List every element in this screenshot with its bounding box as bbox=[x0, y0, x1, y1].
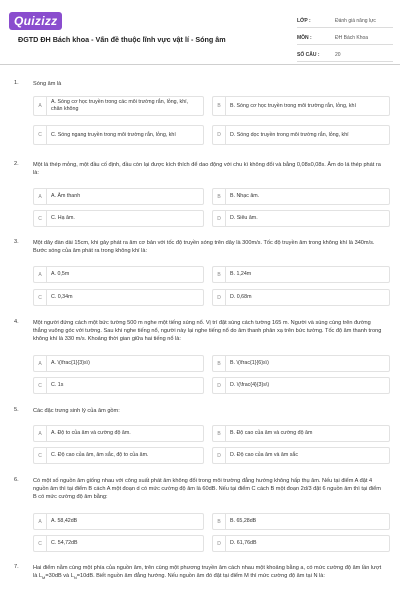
question-text: Các đặc trưng sinh lý của âm gồm: bbox=[33, 408, 120, 414]
question-text-part: =10dB. Biết nguồn âm đẳng hướng. Nếu nguồn âm đó đặt tại điểm M thì mức cường độ âm tại N là: bbox=[76, 573, 325, 579]
option-b[interactable] bbox=[212, 425, 390, 442]
option-d[interactable] bbox=[212, 535, 390, 552]
option-text: C. 0,34m bbox=[51, 294, 73, 300]
option-text: D. \(\frac{4}{3}s\) bbox=[230, 382, 270, 388]
meta-value: Đánh giá năng lực bbox=[335, 17, 376, 24]
option-a[interactable] bbox=[33, 188, 204, 205]
option-b[interactable] bbox=[212, 188, 390, 205]
question-number: 7. bbox=[14, 564, 19, 570]
meta-label: LỚP : bbox=[297, 17, 311, 24]
option-text: B. Độ cao của âm và cường độ âm bbox=[230, 430, 313, 436]
option-letter: D bbox=[213, 290, 226, 305]
option-letter: C bbox=[34, 378, 47, 393]
question-number: 3. bbox=[14, 239, 19, 245]
option-d[interactable] bbox=[212, 210, 390, 227]
option-letter: D bbox=[213, 448, 226, 463]
option-text: C. 54,72dB bbox=[51, 540, 78, 546]
option-text: B. Sóng cơ học truyền trong môi trường rắn, lỏng, khí bbox=[230, 102, 356, 109]
option-letter: A bbox=[34, 356, 47, 371]
option-text: B. \(\frac{1}{6}s\) bbox=[230, 360, 269, 366]
option-text: A. Độ to của âm và cường độ âm. bbox=[51, 430, 131, 436]
option-text: C. Hạ âm. bbox=[51, 215, 75, 221]
question-text: Có một số nguồn âm giống nhau với công suất phát âm không đổi trong môi trường đẳng hướng không hấp thụ âm. Nếu tại điểm A đặt 4 nguồn âm thì tại điểm B cách A một đoạn d có mức cường độ âm là 60dB. Nếu tại điểm C cách B một đoạn 2d/3 đặt 6 nguồn âm thì tại điểm B có mức cường độ âm bằng: bbox=[33, 478, 381, 500]
subscript-n: N bbox=[73, 575, 77, 581]
option-b[interactable] bbox=[212, 355, 390, 372]
question-text: Một người đứng cách một bức tường 500 m nghe một tiếng súng nổ. Vị trí đặt súng cách tường 165 m. Người và súng cùng trên đường thẳng vuông góc với tường. Sau khi nghe tiếng nổ, người này lại nghe tiếng nổ do âm thanh phản xạ trên bức tường. Tốc độ âm thanh trong không khí là 330 m/s. Khoảng thời gian giữa hai tiếng nổ là: bbox=[33, 320, 382, 342]
option-letter: B bbox=[213, 189, 226, 204]
option-a[interactable] bbox=[33, 96, 204, 116]
question-number: 6. bbox=[14, 477, 19, 483]
subscript-m: M bbox=[42, 575, 46, 581]
option-d[interactable] bbox=[212, 377, 390, 394]
question-number: 4. bbox=[14, 319, 19, 325]
option-letter: A bbox=[34, 97, 47, 115]
option-a[interactable] bbox=[33, 266, 204, 283]
option-text: A. 58,42dB bbox=[51, 518, 78, 524]
quizizz-logo: Quizizz bbox=[9, 12, 62, 30]
option-letter: D bbox=[213, 126, 226, 144]
option-text: D. 0,68m bbox=[230, 294, 252, 300]
option-d[interactable] bbox=[212, 125, 390, 145]
option-text: D. Sóng dọc truyền trong môi trường rắn, lỏng, khí bbox=[230, 131, 349, 138]
option-letter: B bbox=[213, 356, 226, 371]
option-letter: C bbox=[34, 126, 47, 144]
option-text: B. Nhạc âm. bbox=[230, 193, 260, 199]
option-letter: C bbox=[34, 211, 47, 226]
meta-value: 20 bbox=[335, 51, 341, 58]
option-text: A. Âm thanh bbox=[51, 193, 81, 199]
option-letter: B bbox=[213, 514, 226, 529]
option-text: C. Độ cao của âm, âm sắc, độ to của âm. bbox=[51, 452, 149, 458]
question-number: 2. bbox=[14, 161, 19, 167]
option-c[interactable] bbox=[33, 535, 204, 552]
question-number: 5. bbox=[14, 407, 19, 413]
option-c[interactable] bbox=[33, 377, 204, 394]
option-letter: C bbox=[34, 536, 47, 551]
option-text: D. Siêu âm. bbox=[230, 215, 258, 221]
option-text: D. Độ cao của âm và âm sắc bbox=[230, 452, 299, 458]
meta-value: ĐH Bách Khoa bbox=[335, 34, 369, 41]
question-text-part: Hai điểm nằm cùng một phía của nguồn âm, trên cùng một phương truyền âm cách nhau một khoảng bằng a, có mức cường độ âm lần lượt là L bbox=[33, 565, 382, 579]
header-divider bbox=[0, 64, 400, 65]
question-text: Sóng âm là bbox=[33, 81, 62, 87]
question-text bbox=[33, 564, 383, 582]
option-letter: A bbox=[34, 514, 47, 529]
option-c[interactable] bbox=[33, 125, 204, 145]
option-b[interactable] bbox=[212, 96, 390, 116]
option-c[interactable] bbox=[33, 210, 204, 227]
option-letter: C bbox=[34, 448, 47, 463]
option-text: B. 1,24m bbox=[230, 271, 252, 277]
option-b[interactable] bbox=[212, 266, 390, 283]
meta-label: MÔN : bbox=[297, 34, 312, 41]
option-text: A. 0,5m bbox=[51, 271, 70, 277]
option-text: A. Sóng cơ học truyền trong các môi trường rắn, lỏng, khí, chân không bbox=[51, 99, 189, 112]
option-text: C. 1s bbox=[51, 382, 64, 388]
option-a[interactable] bbox=[33, 513, 204, 530]
option-letter: B bbox=[213, 426, 226, 441]
option-d[interactable] bbox=[212, 447, 390, 464]
option-letter: A bbox=[34, 189, 47, 204]
option-letter: D bbox=[213, 378, 226, 393]
question-text-part: =30dB và L bbox=[45, 573, 74, 579]
meta-row-class bbox=[297, 14, 393, 28]
option-letter: C bbox=[34, 290, 47, 305]
option-c[interactable] bbox=[33, 447, 204, 464]
option-text: A. \(\frac{1}{3}s\) bbox=[51, 360, 90, 366]
question-number: 1. bbox=[14, 80, 19, 86]
meta-row-subject bbox=[297, 31, 393, 45]
option-letter: A bbox=[34, 426, 47, 441]
option-text: B. 65,28dB bbox=[230, 518, 257, 524]
meta-label: SỐ CÂU : bbox=[297, 51, 320, 58]
option-text: C. Sóng ngang truyền trong môi trường rắn, lỏng, khí bbox=[51, 131, 176, 138]
option-d[interactable] bbox=[212, 289, 390, 306]
question-text: Một dây đàn dài 15cm, khi gảy phát ra âm cơ bản với tốc độ truyền sóng trên dây là 300m/s. Tốc độ truyền âm trong không khí là 340m/s. Bước sóng của âm phát ra trong không khí là: bbox=[33, 240, 375, 254]
question-text: Một lá thép mỏng, một đầu cố định, đầu còn lại được kích thích để dao động với chu kì không đổi và bằng 0,08s0,08s. Âm do lá thép phát ra là: bbox=[33, 162, 381, 176]
meta-row-count bbox=[297, 48, 393, 62]
option-a[interactable] bbox=[33, 425, 204, 442]
option-b[interactable] bbox=[212, 513, 390, 530]
page-title: ĐGTD ĐH Bách khoa - Vấn đề thuộc lĩnh vực vật lí - Sóng âm bbox=[18, 35, 226, 44]
option-letter: D bbox=[213, 536, 226, 551]
option-a[interactable] bbox=[33, 355, 204, 372]
option-text: D. 61,76dB bbox=[230, 540, 257, 546]
option-letter: D bbox=[213, 211, 226, 226]
worksheet-meta bbox=[297, 14, 393, 62]
option-c[interactable] bbox=[33, 289, 204, 306]
option-letter: B bbox=[213, 97, 226, 115]
option-letter: B bbox=[213, 267, 226, 282]
option-letter: A bbox=[34, 267, 47, 282]
